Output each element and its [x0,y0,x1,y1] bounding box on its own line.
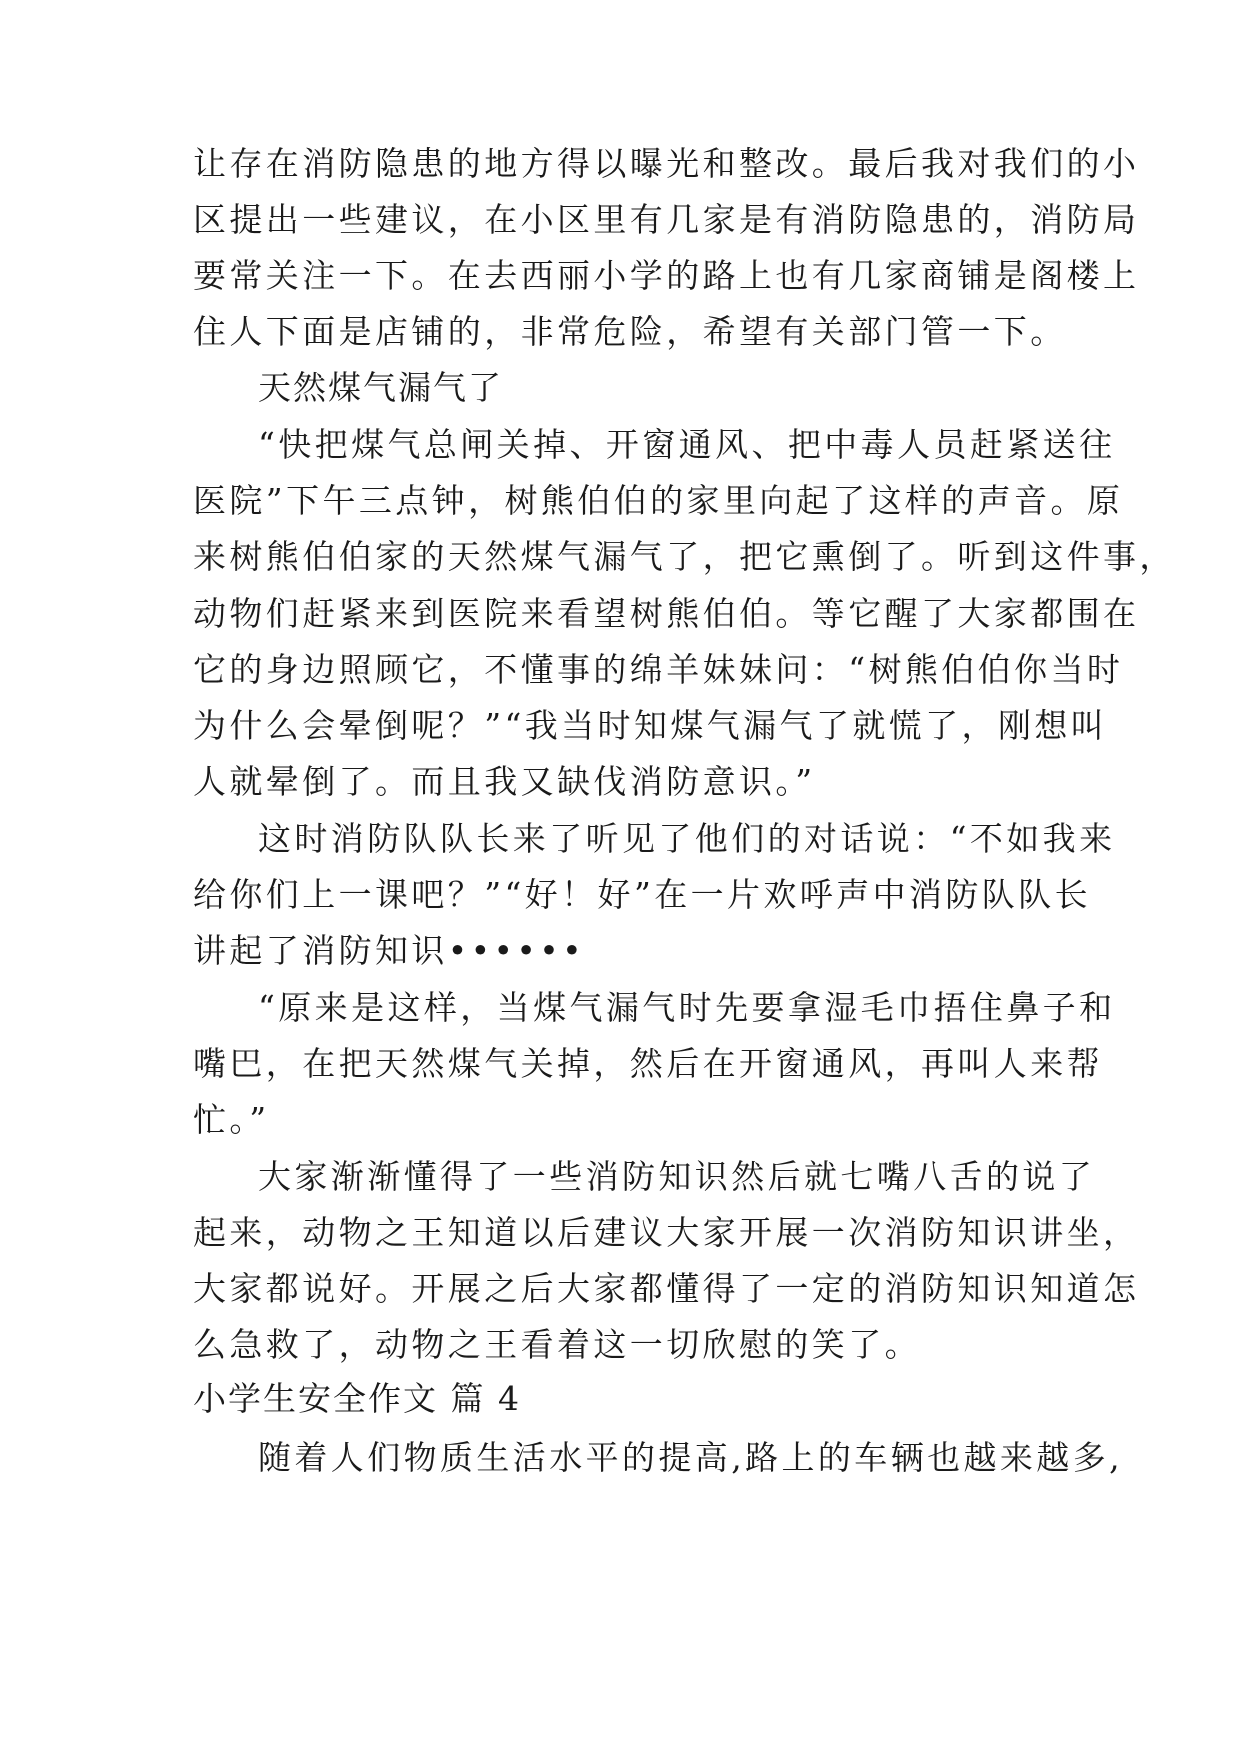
text-line: 大家渐渐懂得了一些消防知识然后就七嘴八舌的说了 [258,1157,1096,1196]
text-line: 给你们上一课吧？”“好！好”在一片欢呼声中消防队队长 [193,875,1092,914]
text-line: 医院”下午三点钟，树熊伯伯的家里向起了这样的声音。原 [193,481,1124,520]
text-line: 这时消防队队长来了听见了他们的对话说：“不如我来 [258,819,1116,858]
text-line: “原来是这样，当煤气漏气时先要拿湿毛巾捂住鼻子和 [258,988,1116,1027]
text-line: 让存在消防隐患的地方得以曝光和整改。最后我对我们的小 [193,144,1140,183]
section-subtitle: 天然煤气漏气了 [258,368,503,407]
text-line: 嘴巴，在把天然煤气关掉，然后在开窗通风，再叫人来帮 [193,1044,1103,1083]
text-line: 来树熊伯伯家的天然煤气漏气了，把它熏倒了。听到这件事， [193,537,1176,576]
text-line: 么急救了，动物之王看着这一切欣慰的笑了。 [193,1325,921,1364]
text-line: 它的身边照顾它，不懂事的绵羊妹妹问：“树熊伯伯你当时 [193,650,1124,689]
text-line: 住人下面是店铺的，非常危险，希望有关部门管一下。 [193,312,1067,351]
text-line: “快把煤气总闸关掉、开窗通风、把中毒人员赶紧送往 [258,425,1116,464]
text-line: 动物们赶紧来到医院来看望树熊伯伯。等它醒了大家都围在 [193,594,1140,633]
text-line: 随着人们物质生活水平的提高,路上的车辆也越来越多, [258,1438,1123,1477]
text-line: 讲起了消防知识•••••• [193,931,585,970]
text-line: 要常关注一下。在去西丽小学的路上也有几家商铺是阁楼上 [193,256,1140,295]
text-line: 起来，动物之王知道以后建议大家开展一次消防知识讲坐， [193,1213,1140,1252]
text-line: 大家都说好。开展之后大家都懂得了一定的消防知识知道怎 [193,1269,1140,1308]
text-line: 忙。” [193,1100,270,1139]
section-heading: 小学生安全作文 篇 4 [193,1379,521,1418]
text-line: 区提出一些建议，在小区里有几家是有消防隐患的，消防局 [193,200,1140,239]
text-line: 为什么会晕倒呢？”“我当时知煤气漏气了就慌了，刚想叫 [193,706,1108,745]
text-line: 人就晕倒了。而且我又缺伐消防意识。” [193,762,816,801]
